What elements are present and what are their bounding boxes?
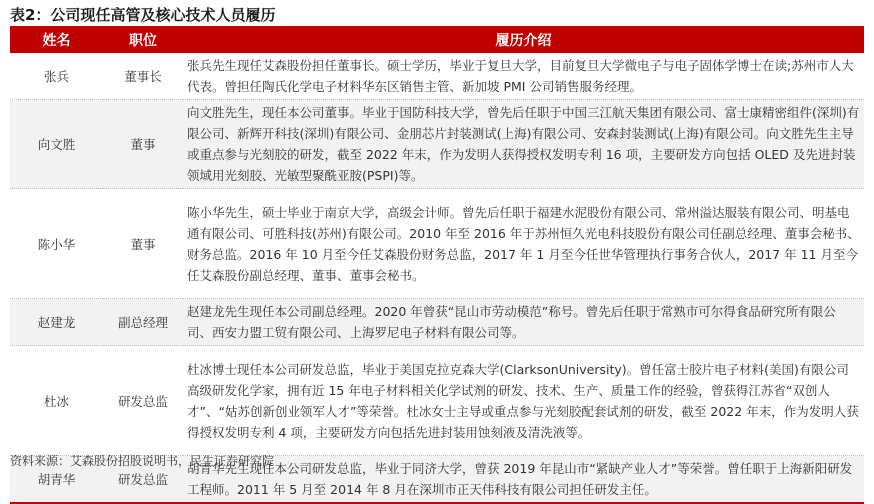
person-bio: 张兵先生现任艾森股份担任董事长。硕士学历，毕业于复旦大学，目前复旦大学微电子与电子固体学博士在读;苏州市人大代表。曾担任陶氏化学电子材料华东区销售主管、新加坡 PMI 公司销售服务经理。: [183, 53, 864, 100]
person-name: 胡青华: [10, 456, 103, 504]
source-note: 资料来源：艾森股份招股说明书，民生证券研究院: [10, 454, 275, 468]
person-role: 董事长: [103, 53, 183, 100]
executive-table: [10, 26, 864, 504]
person-name: 赵建龙: [10, 299, 103, 346]
header-role: 职位: [103, 26, 183, 53]
table-row: [10, 189, 864, 299]
table-row: [10, 53, 864, 100]
person-role: 董事: [103, 189, 183, 299]
person-bio: 杜冰博士现任本公司研发总监，毕业于美国克拉克森大学(ClarksonUniversity)。曾任富士胶片电子材料(美国)有限公司高级研发化学家，拥有近 15 年电子材料相关化学试剂的研发、技术、生产、质量工作的经验，曾获得江苏省“双创人才”、“姑苏创新创业领军人才”等荣誉。杜冰女士主导或重点参与光刻胶配套试剂的研发，截至 2022 年末，作为发明人获得授权发明专利 4 项，主要研发方向包括先进封装用蚀刻液及清洗液等。: [183, 346, 864, 456]
person-bio: 胡青华先生现任本公司研发总监，毕业于同济大学，曾获 2019 年昆山市“紧缺产业人才”等荣誉。曾任职于上海新阳研发工程师。2011 年 5 月至 2014 年 8 月在深圳市正天伟科技有限公司担任研发主任。: [183, 456, 864, 504]
header-name: 姓名: [10, 26, 103, 53]
person-role: 董事: [103, 100, 183, 189]
table-row: [10, 100, 864, 189]
person-bio: 赵建龙先生现任本公司副总经理。2020 年曾获“昆山市劳动模范”称号。曾先后任职于常熟市可尔得食品研究所有限公司、西安力盟工贸有限公司、上海罗尼电子材料有限公司等。: [183, 299, 864, 346]
table-row: [10, 299, 864, 346]
person-role: 研发总监: [103, 346, 183, 456]
person-name: 向文胜: [10, 100, 103, 189]
person-bio: 向文胜先生，现任本公司董事。毕业于国防科技大学，曾先后任职于中国三江航天集团有限公司、富士康精密组件(深圳)有限公司、新辉开科技(深圳)有限公司、金朋芯片封装测试(上海)有限公司、安森封装测试(上海)有限公司。向文胜先生主导或重点参与光刻胶的研发，截至 2022 年末，作为发明人获得授权发明专利 16 项，主要研发方向包括 OLED 及先进封装领域用光刻胶、光敏型聚酰亚胺(PSPI)等。: [183, 100, 864, 189]
person-name: 张兵: [10, 53, 103, 100]
person-name: 杜冰: [10, 346, 103, 456]
table-title: 表2：公司现任高管及核心技术人员履历: [10, 6, 276, 24]
table-row: [10, 346, 864, 456]
person-bio: 陈小华先生，硕士毕业于南京大学，高级会计师。曾先后任职于福建水泥股份有限公司、常州溢达服装有限公司、明基电通有限公司、可胜科技(苏州)有限公司。2010 年至 2016 年于苏州恒久光电科技股份有限公司任副总经理、董事会秘书、财务总监。2016 年 10 月至今任艾森股份财务总监，2017 年 1 月至今任世华管理执行事务合伙人，2017 年 11 月至今任艾森股份副总经理、董事、董事会秘书。: [183, 189, 864, 299]
header-bio: 履历介绍: [183, 26, 864, 53]
table-header-row: [10, 26, 864, 53]
person-role: 副总经理: [103, 299, 183, 346]
person-name: 陈小华: [10, 189, 103, 299]
person-role: 研发总监: [103, 456, 183, 504]
